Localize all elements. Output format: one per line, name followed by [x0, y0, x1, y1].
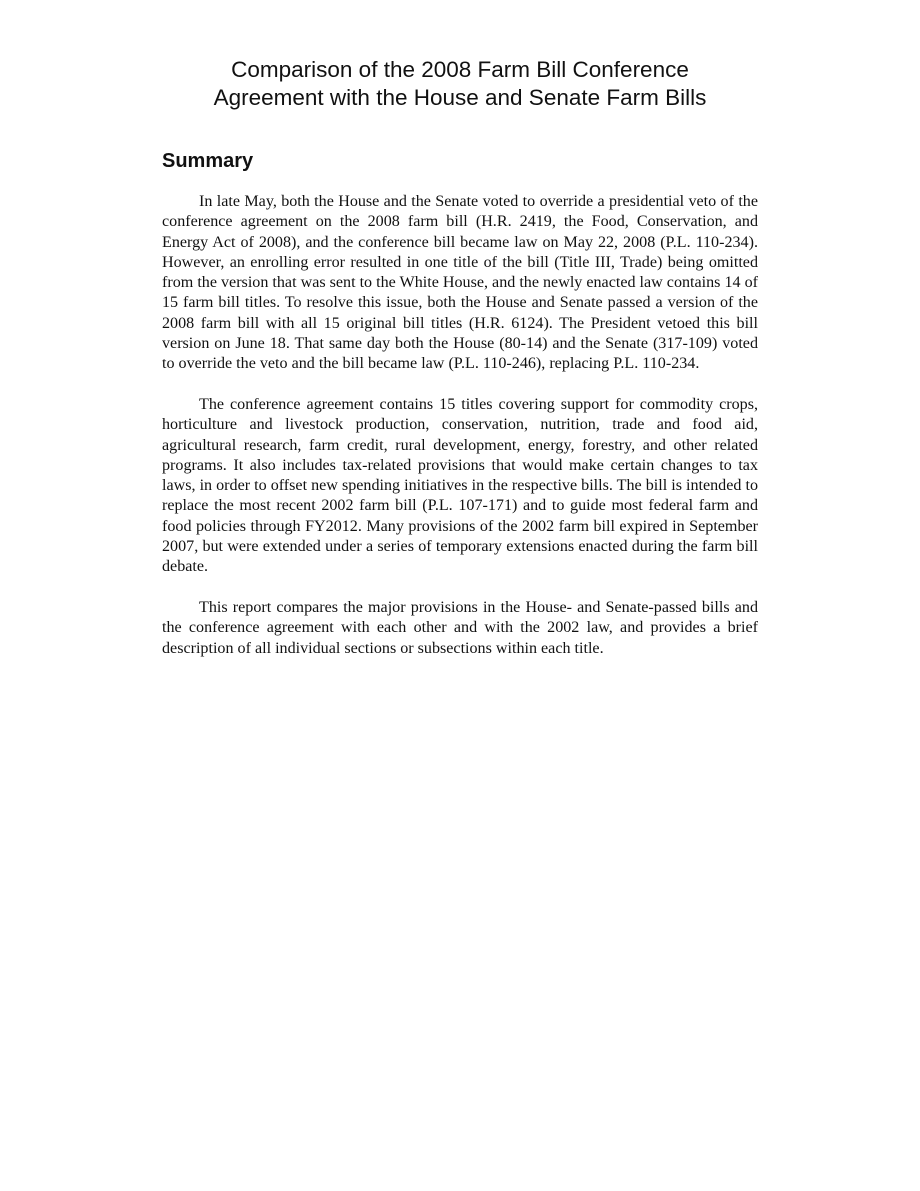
summary-paragraph-1: In late May, both the House and the Senate voted to override a presidential veto of the conference agreement on the 2008 farm bill (H.R. 2419, the Food, Conservation, and Energy Act of 2008), and the conference bill became law on May 22, 2008 (P.L. 110-234). However, an enrolling error resulted in one title of the bill (Title III, Trade) being omitted from the version that was sent to the White House, and the newly enacted law contains 14 of 15 farm bill titles. To resolve this issue, both the House and Senate passed a version of the 2008 farm bill with all 15 original bill titles (H.R. 6124). The President vetoed this bill version on June 18. That same day both the House (80-14) and the Senate (317-109) voted to override the veto and the bill became law (P.L. 110-246), replacing P.L. 110-234.: [162, 193, 758, 373]
document-title: [140, 56, 780, 112]
summary-paragraph-2: The conference agreement contains 15 titles covering support for commodity crops, horticulture and livestock production, conservation, nutrition, trade and food aid, agricultural research, farm credit, rural development, energy, forestry, and other related programs. It also includes tax-related provisions that would make certain changes to tax laws, in order to offset new spending initiatives in the respective bills. The bill is intended to replace the most recent 2002 farm bill (P.L. 107-171) and to guide most federal farm and food policies through FY2012. Many provisions of the 2002 farm bill expired in September 2007, but were extended under a series of temporary extensions enacted during the farm bill debate.: [162, 395, 758, 576]
document-title-line-1: Comparison of the 2008 Farm Bill Conference: [231, 57, 689, 82]
document-title-line-2: Agreement with the House and Senate Farm Bills: [213, 85, 707, 110]
summary-paragraph-3: This report compares the major provisions in the House- and Senate-passed bills and the conference agreement with each other and with the 2002 law, and provides a brief description of all individual sections or subsections within each title.: [162, 598, 758, 657]
summary-heading: Summary: [162, 150, 254, 172]
summary-body: [162, 192, 758, 679]
